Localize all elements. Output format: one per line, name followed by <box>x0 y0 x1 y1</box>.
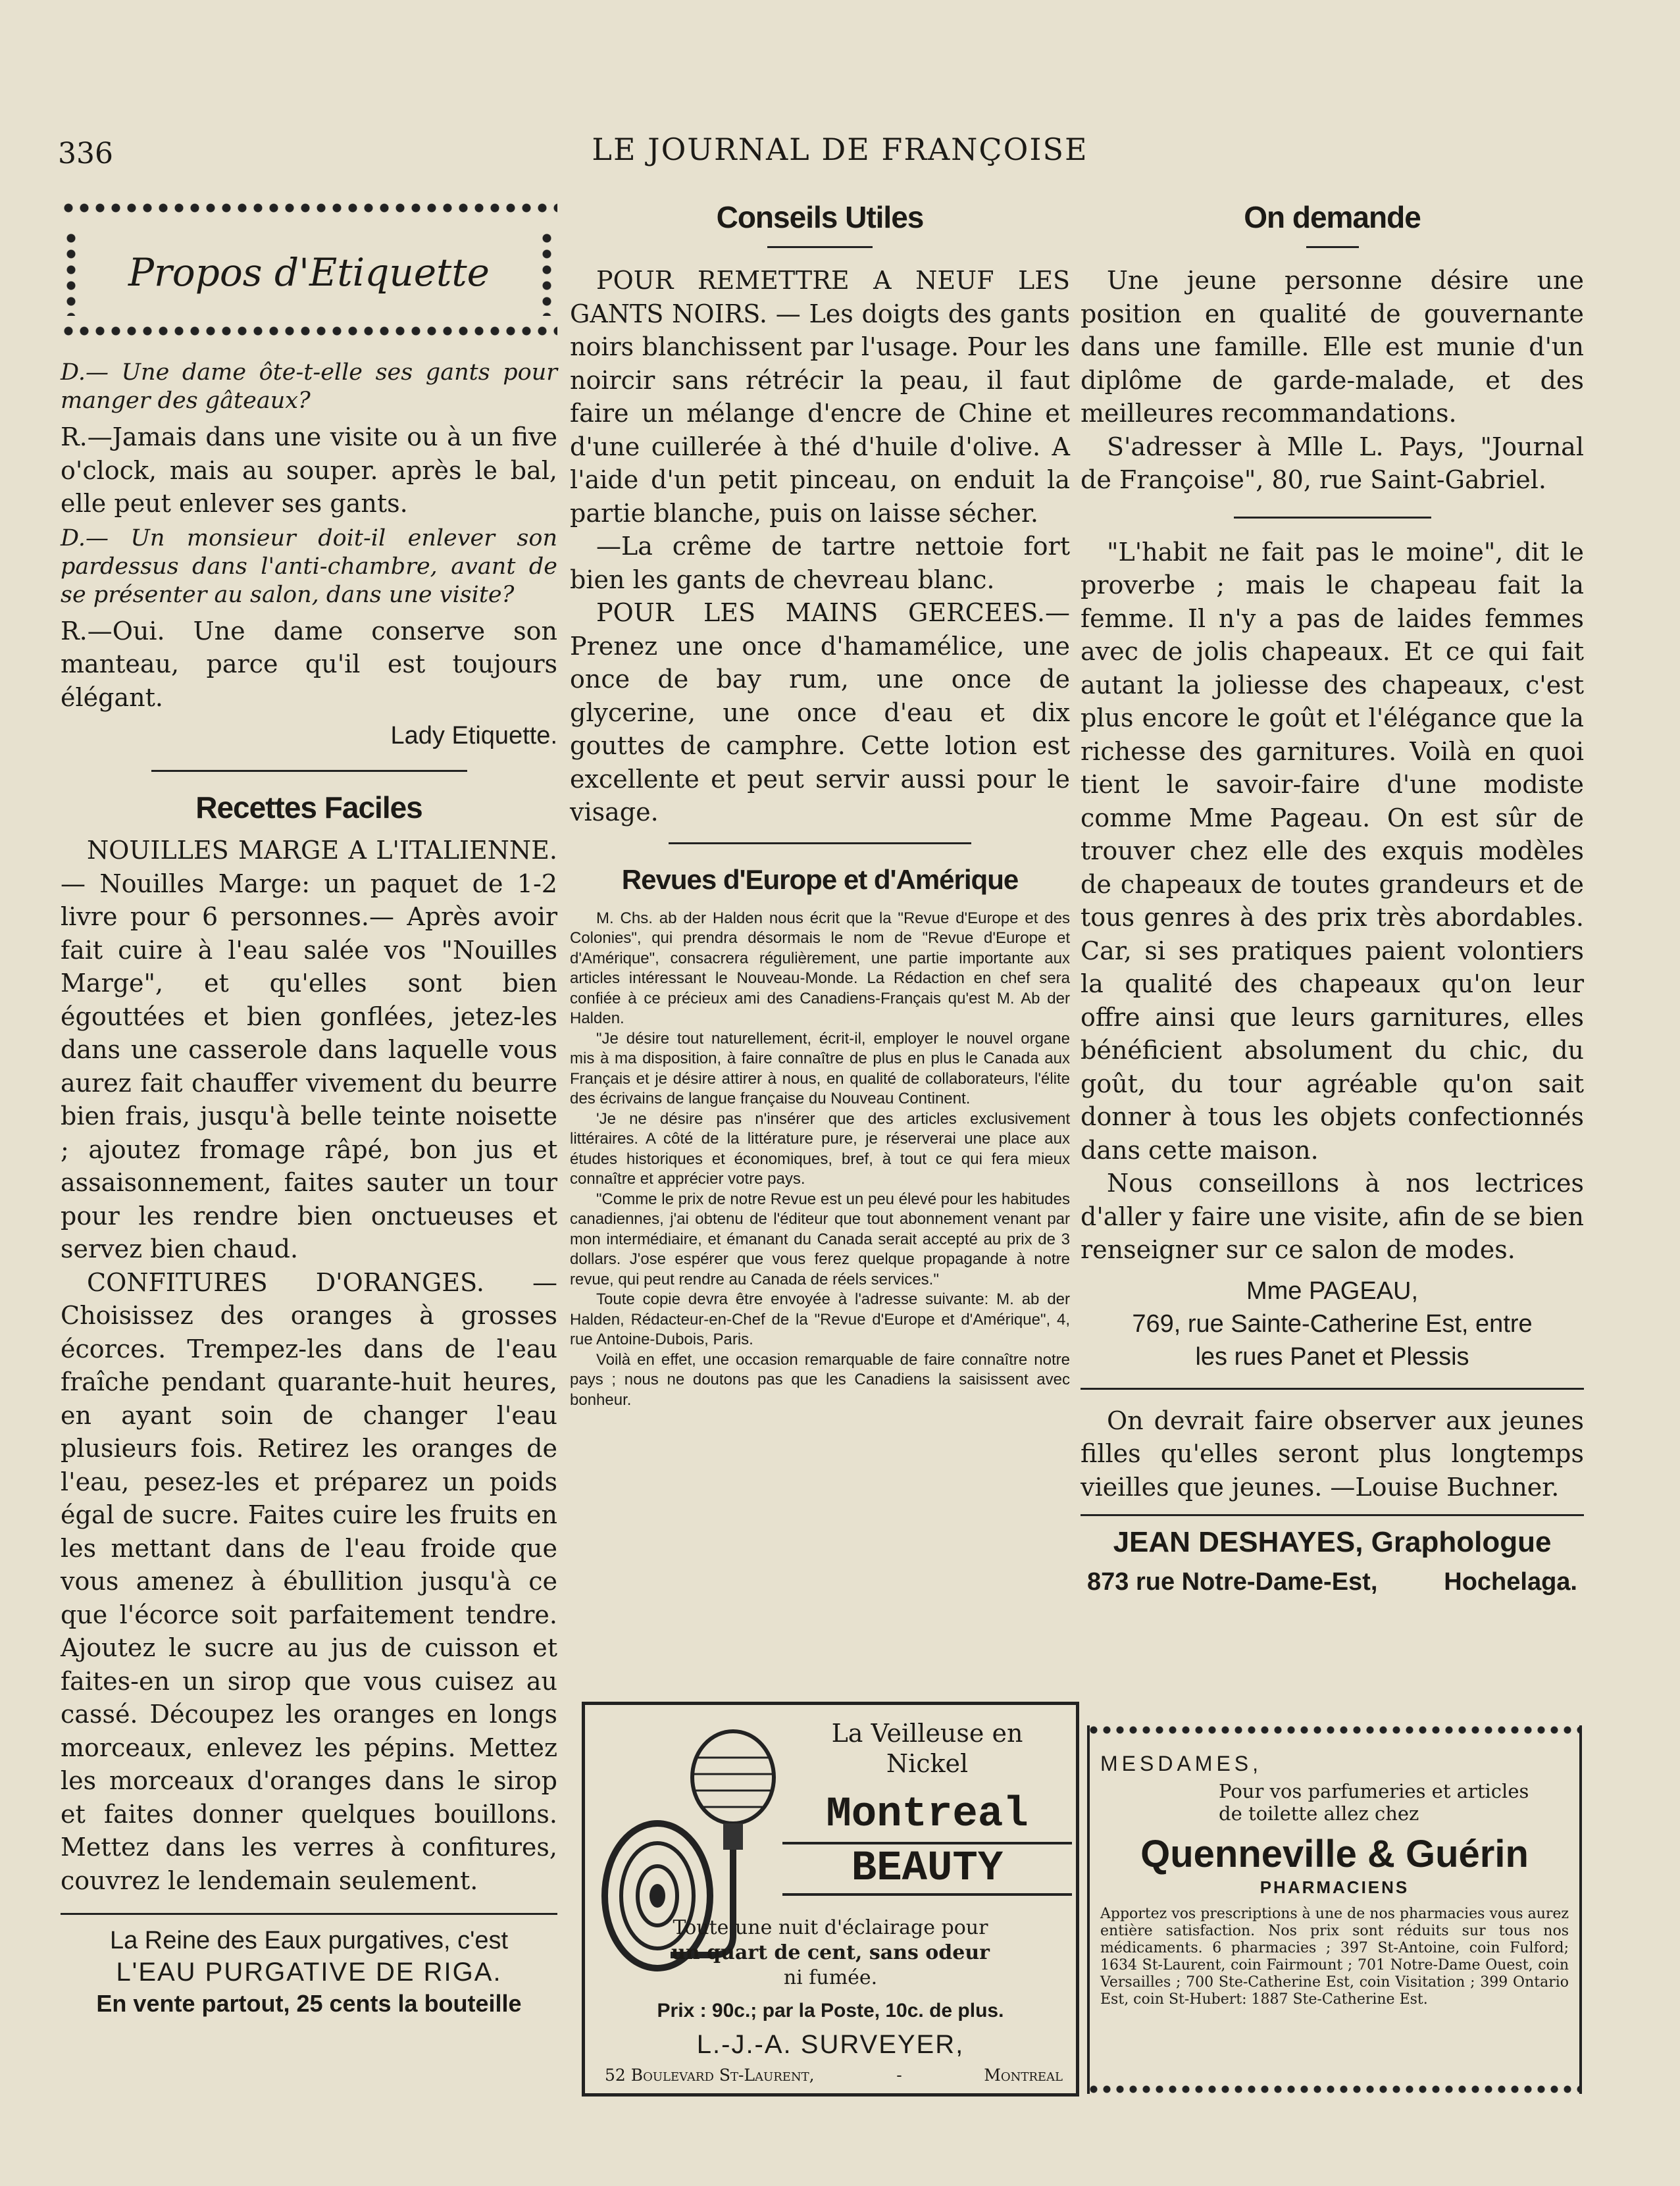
nouilles-recipe: NOUILLES MARGE A L'ITALIENNE. — Nouilles Marge: un paquet de 1-2 livre pour 6 personnes.— Après avoir fait cuire à l'eau salée vos "Nouilles Marge", et qu'elles sont bien égouttées et bien gonflées, jetez-les dans une casserole dans laquelle vous aurez fait chauffer vivement du beurre bien frais, jusqu'à belle teinte noisette ; ajoutez fromage râpé, bon jus et assaisonnement, faites sauter un tour pour les rendre bien onctueuses et servez bien chaud. <box>61 836 557 1263</box>
nuit-line-1: Toute une nuit d'éclairage pour <box>673 1916 988 1939</box>
pageau-advice: Nous conseillons à nos lectrices d'aller y faire une visite, afin de se bien renseigner sur ce salon de modes. <box>1081 1169 1584 1264</box>
etiquette-title-box <box>61 197 557 339</box>
nuit-line-3: ni fumée. <box>783 1966 878 1989</box>
graphologue-street: 873 rue Notre-Dame-Est, <box>1087 1568 1378 1596</box>
quenneville-guerin-advert <box>1087 1725 1582 2094</box>
pageau-signoff <box>1081 1275 1584 1373</box>
mesdames-label: MESDAMES, <box>1100 1752 1263 1775</box>
ornament-border-bottom <box>1087 2085 1582 2094</box>
revues-paragraph: Voilà en effet, une occasion remarquable de faire connaître notre pays ; nous ne doutons pas que les Canadiens la saisissent avec bonheur. <box>570 1350 1070 1409</box>
mains-tip: POUR LES MAINS GERCEES.— Prenez une once d'hamamélice, une once de bay rum, une once de glycerine, une once d'eau et dix gouttes de camphre. Cette lotion est excellente et peut servir aussi pour le visage. <box>570 598 1070 826</box>
riga-advert <box>61 1925 557 2019</box>
buchner-quote: On devrait faire observer aux jeunes filles qu'elles seront plus longtemps vieilles que jeunes. —Louise Buchner. <box>1081 1406 1584 1502</box>
pageau-address-1: 769, rue Sainte-Catherine Est, entre <box>1132 1309 1533 1338</box>
revues-paragraph: 'Je ne désire pas n'insérer que des articles exclusivement littéraires. A côté de la littérature pure, je réserverai une place aux études historiques et économiques, bref, à tout ce qui fera mieux connaître et apprécier votre pays. <box>570 1109 1070 1188</box>
pageau-article: "L'habit ne fait pas le moine", dit le proverbe ; mais le chapeau fait la femme. Il n'y a pas de laides femmes avec de jolis chapeaux. Et ce qui fait autant la joliesse des chapeaux, c'est plus encore le goût et l'élégance que la richesse des garnitures. Voilà en quoi tient le savoir-faire d'une modiste comme Mme Pageau. On est sûr de trouver chez elle des exquis modèles de chapeaux de toutes grandeurs et de tous genres à des prix très abordables. Car, si ses pratiques paient volontiers la qualité des chapeaux qu'on leur offre ainsi que leurs garnitures, elles bénéficient absolument du chic, du goût, du tour agréable qu'on sait donner à tous les objets confectionnés dans cette maison. <box>1081 537 1584 1165</box>
pageau-address-2: les rues Panet et Plessis <box>1195 1342 1469 1371</box>
address-street: 52 Boulevard St-Laurent, <box>605 2066 815 2085</box>
riga-line-3: En vente partout, 25 cents la bouteille <box>96 1990 522 2017</box>
pour-line-1: Pour vos parfumeries et articles <box>1219 1780 1529 1802</box>
border-right <box>1579 1725 1582 2094</box>
conseils-heading: Conseils Utiles <box>716 200 924 234</box>
question-1: D.— Une dame ôte-t-elle ses gants pour manger des gâteaux? <box>61 359 557 414</box>
running-title: LE JOURNAL DE FRANÇOISE <box>592 132 1088 167</box>
dot-border-bottom <box>61 326 557 336</box>
recettes-heading: Recettes Faciles <box>195 790 422 825</box>
pour-line-2: de toilette allez chez <box>1219 1802 1419 1825</box>
montreal-label: Montreal <box>826 1791 1029 1839</box>
divider <box>151 770 467 772</box>
divider <box>767 246 873 248</box>
graphologue-city: Hochelaga. <box>1444 1568 1577 1596</box>
demande-ad: Une jeune personne désire une position en qualité de gouvernante dans une famille. Elle est munie d'un diplôme de garde-malade, et des meilleures recommandations. <box>1081 266 1584 428</box>
divider <box>1081 1388 1584 1390</box>
ornament-border-top <box>1087 1725 1582 1735</box>
surveyer-address <box>605 2066 1063 2085</box>
graphologue-address <box>1081 1562 1584 1602</box>
address-dash: - <box>896 2066 902 2085</box>
graphologue-name: JEAN DESHAYES, Graphologue <box>1113 1526 1552 1558</box>
gants-tip: POUR REMETTRE A NEUF LES GANTS NOIRS. — Les doigts des gants noirs blanchissent par l'usage. Pour les noircir sans rétrécir la peau, il faut faire un mélange d'encre de Chine et d'une cuillerée à thé d'huile d'olive. A l'aide d'un petit pinceau, on enduit la partie blanche, puis on laisse sécher. <box>570 266 1070 528</box>
confitures-recipe: CONFITURES D'ORANGES. — Choisissez des oranges à grosses écorces. Trempez-les dans de l'eau fraîche pendant quarante-huit heures, en ayant soin de changer l'eau plusieurs fois. Retirez les oranges de l'eau, pesez-les et préparez un poids égal de sucre. Faites cuire les fruits en les mettant dans de l'eau froide que vous amenez à ébullition jusqu'à ce que l'écorce soit parfaitement tendre. Ajoutez le sucre au jus de cuisson et faites-en un sirop que vous cuisez au cassé. Découpez les oranges en longs morceaux, enlevez les pépins. Mettez les morceaux d'oranges dans le sirop et faites donner quelques bouillons. Mettez dans les verres à confitures, couvrez le lendemain seulement. <box>61 1267 557 1895</box>
divider <box>1081 1514 1584 1516</box>
pharmacy-details: Apportez vos prescriptions à une de nos pharmacies vous aurez entière satisfaction. Nos prix sont réduits sur tous nos médicaments. 6 pharmacies ; 397 St-Antoine, coin Fulford; 1634 St-Laurent, coin Fairmount ; 701 Notre-Dame Ouest, coin Versailles ; 700 Ste-Catherine Est, coin Visitation ; 399 Ontario Est, coin St-Hubert: 1887 Ste-Catherine Est. <box>1100 1906 1569 2008</box>
prix-line: Prix : 90c.; par la Poste, 10c. de plus. <box>657 2000 1004 2021</box>
riga-line-1: La Reine des Eaux purgatives, c'est <box>109 1927 509 1954</box>
demande-heading: On demande <box>1244 200 1421 234</box>
revues-heading: Revues d'Europe et d'Amérique <box>621 863 1019 895</box>
answer-1: R.—Jamais dans une visite ou à un five o'clock, mais au souper. après le bal, elle peut enlever ses gants. <box>61 422 557 518</box>
revues-paragraph: Toute copie devra être envoyée à l'adresse suivante: M. ab der Halden, Rédacteur-en-Chef de la "Revue d'Europe et d'Amérique", 4, rue Antoine-Dubois, Paris. <box>570 1290 1070 1348</box>
montreal-beauty-advert <box>582 1702 1079 2097</box>
revues-paragraph: "Je désire tout naturellement, écrit-il, employer le nouvel organe mis à ma disposition, à faire connaître de plus en plus le Canada aux Français et je désire attirer à nous, en qualité de collaborateurs, l'élite des écrivains de langue française du Nouveau Continent. <box>570 1029 1070 1107</box>
divider <box>669 842 971 844</box>
lady-etiquette-signature: Lady Etiquette. <box>390 722 557 750</box>
page-number: 336 <box>58 137 113 170</box>
column-left <box>61 197 557 2019</box>
border-left <box>1087 1725 1090 2094</box>
column-middle <box>570 197 1070 1410</box>
answer-2: R.—Oui. Une dame conserve son manteau, parce qu'il est toujours élégant. <box>61 616 557 712</box>
address-city: Montreal <box>984 2066 1063 2085</box>
graphologue-advert <box>1081 1523 1584 1602</box>
question-2: D.— Un monsieur doit-il enlever son pardessus dans l'anti-chambre, avant de se présenter au salon, dans une visite? <box>61 524 557 608</box>
divider <box>61 1913 557 1915</box>
pharmaciens-label: PHARMACIENS <box>1260 1877 1410 1897</box>
surveyer-name: L.-J.-A. SURVEYER, <box>696 2030 965 2059</box>
divider <box>1234 517 1431 519</box>
revues-article <box>570 909 1070 1411</box>
revues-paragraph: M. Chs. ab der Halden nous écrit que la "Revue d'Europe et des Colonies", qui prendra désormais le nom de "Revue d'Europe et d'Amérique", consacrera régulièrement, une partie importante aux articles intéressant le Nouveau-Monde. La Rédaction en chef sera confiée à ce précieux ami des Canadiens-Français qu'est M. Ab der Halden. <box>570 909 1070 1027</box>
veilleuse-line-1: La Veilleuse en <box>831 1719 1023 1748</box>
nuit-text <box>585 1916 1076 1991</box>
creme-tip: —La crême de tartre nettoie fort bien les gants de chevreau blanc. <box>570 532 1070 594</box>
column-right <box>1081 197 1584 1602</box>
demande-contact: S'adresser à Mlle L. Pays, "Journal de Françoise", 80, rue Saint-Gabriel. <box>1081 432 1584 494</box>
riga-line-2: L'EAU PURGATIVE DE RIGA. <box>116 1958 502 1987</box>
beauty-label: BEAUTY <box>782 1842 1072 1896</box>
divider <box>1306 246 1359 248</box>
quenneville-content <box>1100 1752 1569 2008</box>
etiquette-title: Propos d'Etiquette <box>128 250 490 295</box>
pharmacy-name: Quenneville & Guérin <box>1140 1833 1529 1875</box>
nuit-line-2: un quart de cent, sans odeur <box>671 1941 990 1964</box>
dot-border-top <box>61 203 557 213</box>
revues-paragraph: "Comme le prix de notre Revue est un peu élevé pour les habitudes canadiennes, j'ai obtenu de l'éditeur que tout abonnement venant par mon intermédiaire, et émanant du Canada serait accepté au prix de 3 dollars. J'ose espérer que vous ferez quelque propagande à notre revue, qui peut rendre au Canada de réels services." <box>570 1190 1070 1288</box>
veilleuse-line-2: Nickel <box>886 1749 969 1778</box>
pageau-name: Mme PAGEAU, <box>1246 1277 1419 1305</box>
